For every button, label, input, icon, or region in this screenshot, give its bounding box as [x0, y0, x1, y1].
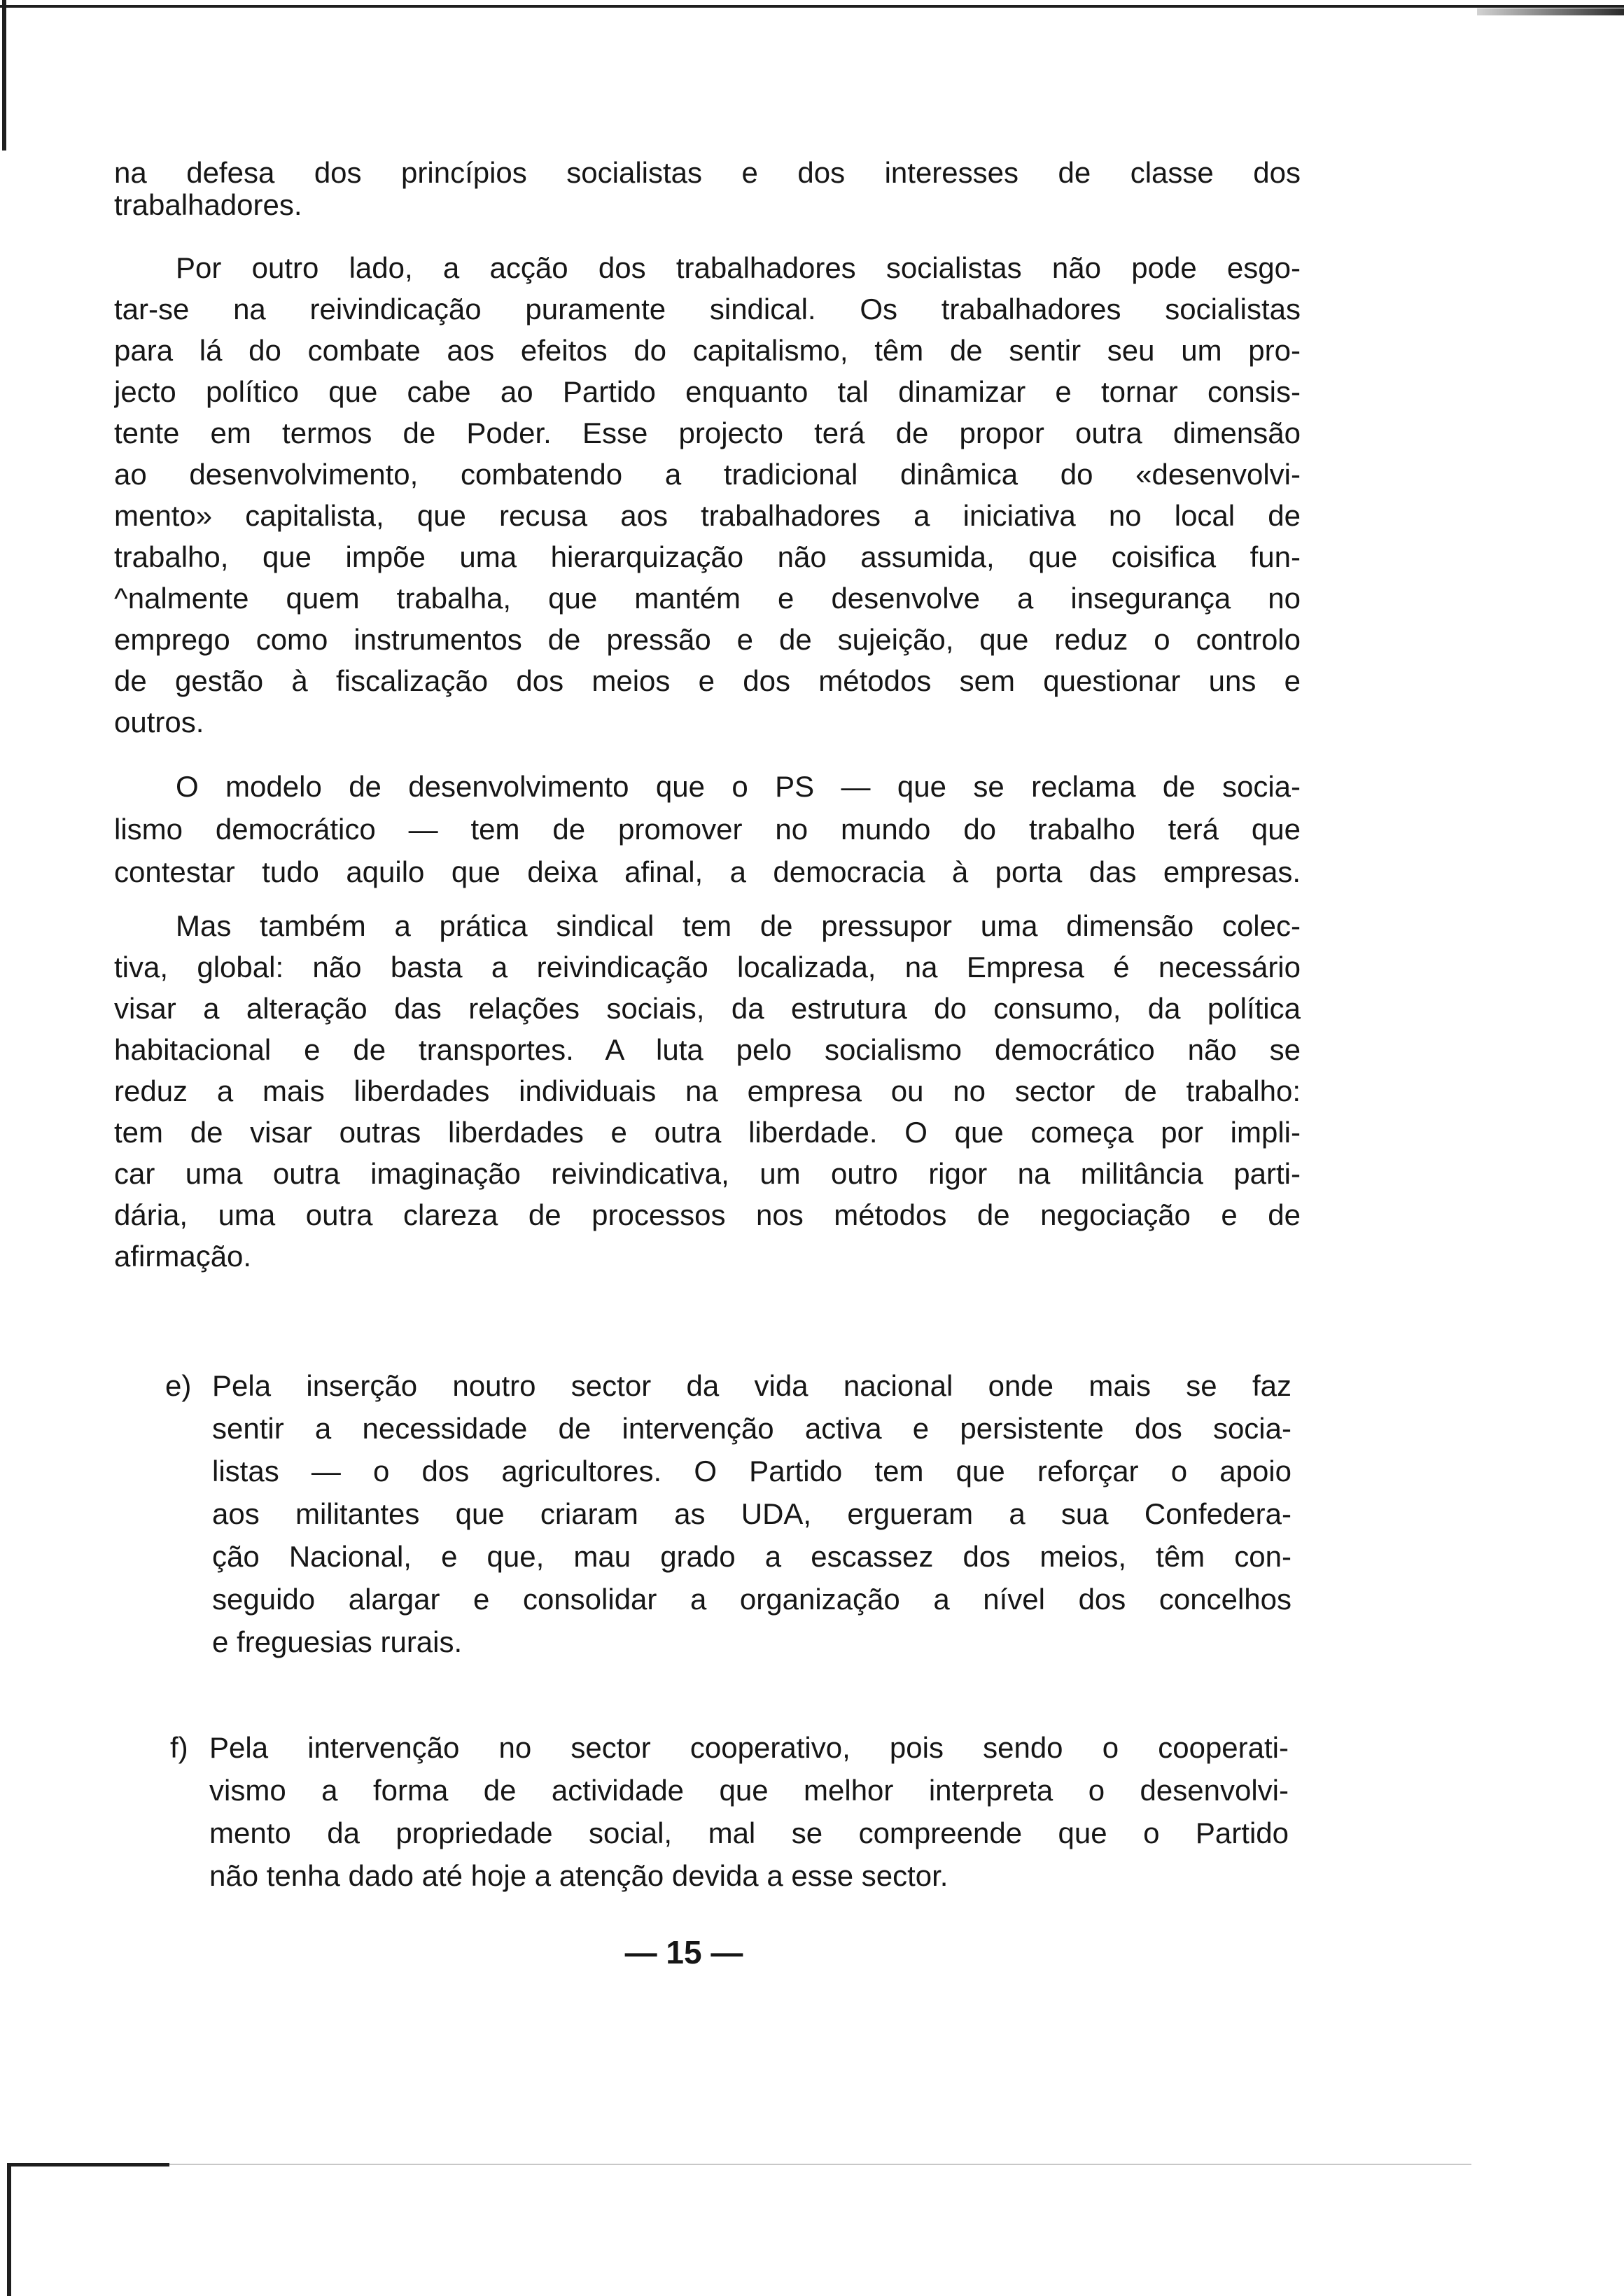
- text-line: ao desenvolvimento, combatendo a tradicional dinâmica do «desenvolvi-: [114, 458, 1301, 491]
- text-line: ^nalmente quem trabalha, que mantém e desenvolve a insegurança no: [114, 582, 1301, 615]
- list-item-label: e): [165, 1369, 192, 1402]
- text-line: para lá do combate aos efeitos do capitalismo, têm de sentir seu um pro-: [114, 334, 1301, 367]
- text-line: de gestão à fiscalização dos meios e dos métodos sem questionar uns e: [114, 664, 1301, 697]
- text-line: aos militantes que criaram as UDA, ergueram a sua Confedera-: [212, 1497, 1292, 1530]
- scan-border-left-bottom: [7, 2163, 11, 2296]
- text-line: vismo a forma de actividade que melhor interpreta o desenvolvi-: [209, 1774, 1289, 1807]
- text-line: listas — o dos agricultores. O Partido tem que reforçar o apoio: [212, 1455, 1292, 1488]
- text-line: trabalho, que impõe uma hierarquização não assumida, que coisifica fun-: [114, 540, 1301, 573]
- text-line: não tenha dado até hoje a atenção devida a esse sector.: [209, 1859, 948, 1892]
- list-item-text: [209, 1726, 1289, 1897]
- text-line: na defesa dos princípios socialistas e dos interesses de classe dos: [114, 157, 1301, 189]
- text-line: ção Nacional, e que, mau grado a escassez dos meios, têm con-: [212, 1540, 1292, 1573]
- paragraph-continuation: [114, 157, 1301, 221]
- text-line: visar a alteração das relações sociais, da estrutura do consumo, da política: [114, 992, 1301, 1025]
- scan-border-bottom: [8, 2163, 169, 2166]
- text-line: Pela intervenção no sector cooperativo, pois sendo o cooperati-: [209, 1731, 1289, 1764]
- text-line: emprego como instrumentos de pressão e de sujeição, que reduz o controlo: [114, 623, 1301, 656]
- page-number: — 15 —: [624, 1934, 743, 1970]
- text-line: jecto político que cabe ao Partido enquanto tal dinamizar e tornar consis-: [114, 375, 1301, 408]
- list-item-label: f): [170, 1731, 188, 1764]
- text-line: car uma outra imaginação reivindicativa, um outro rigor na militância parti-: [114, 1157, 1301, 1190]
- text-line: O modelo de desenvolvimento que o PS — que se reclama de socia-: [176, 770, 1301, 803]
- text-line: habitacional e de transportes. A luta pelo socialismo democrático não se: [114, 1033, 1301, 1066]
- paragraph-union-practice: [114, 905, 1301, 1277]
- text-line: lismo democrático — tem de promover no mundo do trabalho terá que: [114, 813, 1301, 846]
- text-line: e freguesias rurais.: [212, 1625, 463, 1658]
- text-line: Pela inserção noutro sector da vida nacional onde mais se faz: [212, 1369, 1292, 1402]
- text-line: tente em termos de Poder. Esse projecto terá de propor outra dimensão: [114, 416, 1301, 449]
- text-line: Mas também a prática sindical tem de pressupor uma dimensão colec-: [176, 909, 1301, 942]
- text-line: tar-se na reivindicação puramente sindical. Os trabalhadores socialistas: [114, 293, 1301, 326]
- paragraph-development-model: [114, 765, 1301, 893]
- text-line: mento» capitalista, que recusa aos trabalhadores a iniciativa no local de: [114, 499, 1301, 532]
- text-line: tem de visar outras liberdades e outra liberdade. O que começa por impli-: [114, 1116, 1301, 1149]
- paragraph-worker-action: [114, 247, 1301, 743]
- text-line: outros.: [114, 706, 204, 738]
- text-line: tiva, global: não basta a reivindicação localizada, na Empresa é necessário: [114, 951, 1301, 983]
- list-item-text: [212, 1364, 1292, 1663]
- scan-smudge-top-right: [1477, 8, 1624, 15]
- scan-border-left-top: [2, 0, 6, 150]
- text-line: mento da propriedade social, mal se compreende que o Partido: [209, 1816, 1289, 1849]
- text-line: sentir a necessidade de intervenção activa e persistente dos socia-: [212, 1412, 1292, 1445]
- text-line: reduz a mais liberdades individuais na empresa ou no sector de trabalho:: [114, 1074, 1301, 1107]
- scan-border-top: [0, 5, 1624, 8]
- text-line: dária, uma outra clareza de processos nos métodos de negociação e de: [114, 1198, 1301, 1231]
- text-line: seguido alargar e consolidar a organização a nível dos concelhos: [212, 1583, 1292, 1616]
- text-line: trabalhadores.: [114, 189, 302, 221]
- text-line: afirmação.: [114, 1240, 252, 1273]
- text-line: Por outro lado, a acção dos trabalhadores socialistas não pode esgo-: [176, 251, 1301, 284]
- text-line: contestar tudo aquilo que deixa afinal, a democracia à porta das empresas.: [114, 855, 1301, 888]
- scan-border-bottom-faint: [169, 2164, 1471, 2165]
